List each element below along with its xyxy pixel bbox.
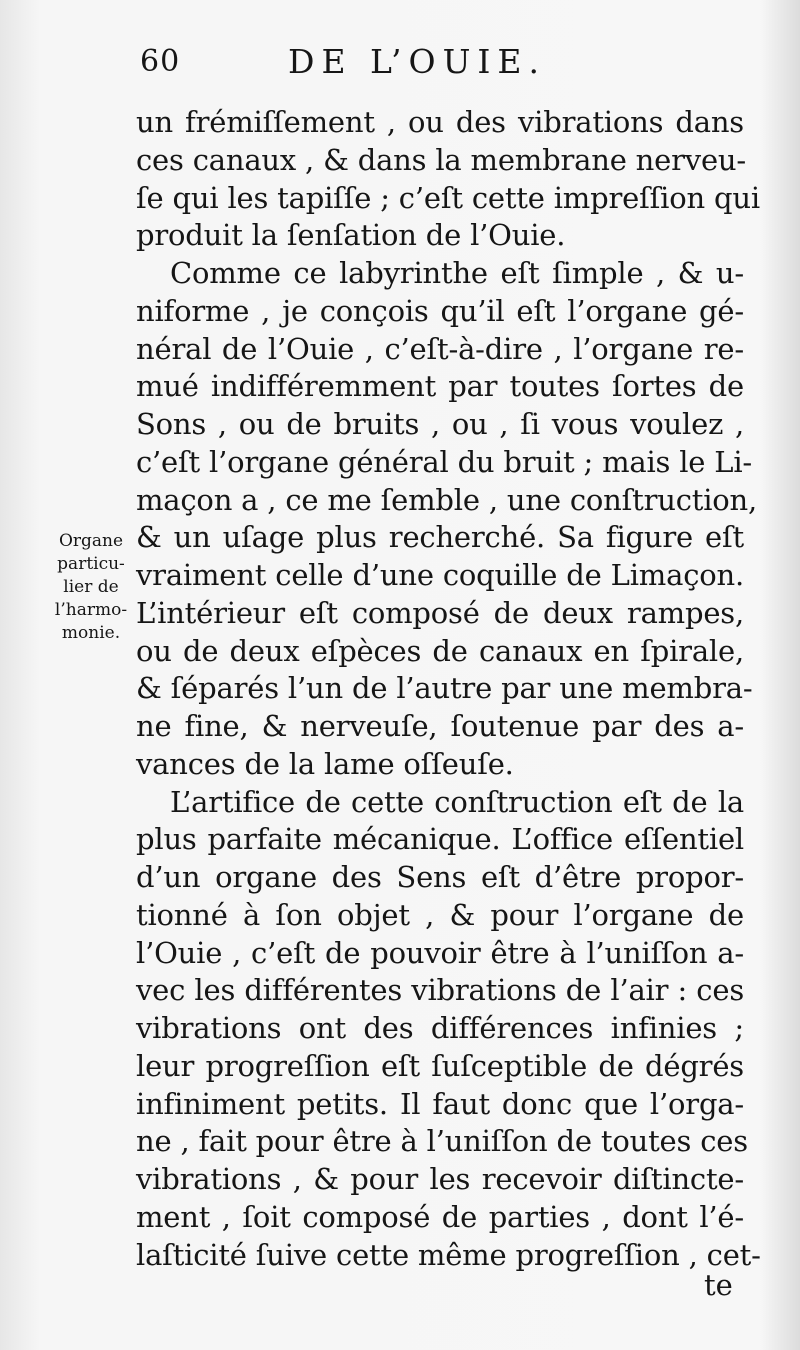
text-line: & un uſage plus recherché. Sa figure eſt xyxy=(136,520,744,555)
text-line: mué indifféremment par toutes ſortes de xyxy=(136,369,744,404)
text-line: laſticité ſuive cette même progreſſion , cet- xyxy=(136,1237,761,1272)
margin-note-line: Organe xyxy=(58,531,124,551)
margin-note-line: lier de xyxy=(63,577,119,597)
running-title: DE L’OUIE. xyxy=(288,42,547,81)
margin-note-line: l’harmo- xyxy=(54,600,128,620)
text-line: un frémiſſement , ou des vibrations dans xyxy=(136,105,744,139)
page-header xyxy=(140,38,740,88)
text-line: maçon a , ce me ſemble , une conſtruction, xyxy=(136,482,758,517)
text-line: ſe qui les tapiſſe ; c’eſt cette impreſſion qui xyxy=(136,180,760,215)
text-line: & ſéparés l’un de l’autre par une membra- xyxy=(136,671,753,706)
margin-note xyxy=(46,530,136,645)
text-line: ces canaux , & dans la membrane nerveu- xyxy=(136,142,746,177)
text-line: L’intérieur eſt composé de deux rampes, xyxy=(136,595,744,630)
page-number: 60 xyxy=(140,44,181,79)
text-line: ne fine, & nerveuſe, ſoutenue par des a- xyxy=(136,709,744,743)
margin-note-line: monie. xyxy=(61,623,121,643)
text-line: leur progreſſion eſt ſuſceptible de dégrés xyxy=(136,1048,744,1083)
body-text xyxy=(136,104,761,1274)
text-line: vibrations ont des différences infinies ; xyxy=(136,1011,744,1045)
text-line: Sons , ou de bruits , ou , ſi vous voulez , xyxy=(136,407,744,441)
text-line: vibrations , & pour les recevoir diſtincte- xyxy=(136,1162,744,1196)
text-line: Comme ce labyrinthe eſt ſimple , & u- xyxy=(170,256,744,290)
text-line: infiniment petits. Il faut donc que l’orga- xyxy=(136,1086,744,1121)
text-line: ne , fait pour être à l’uniſſon de toutes ces xyxy=(136,1124,748,1159)
text-line: l’Ouie , c’eſt de pouvoir être à l’uniſſon a- xyxy=(136,935,744,970)
text-line: produit la ſenſation de l’Ouie. xyxy=(136,218,566,253)
catchword: te xyxy=(704,1268,733,1302)
text-line: plus parfaite mécanique. L’office eſſentiel xyxy=(136,822,744,857)
margin-note-line: particu- xyxy=(57,554,125,574)
text-line: c’eſt l’organe général du bruit ; mais le Li- xyxy=(136,444,753,479)
text-line: vraiment celle d’une coquille de Limaçon. xyxy=(136,558,744,592)
text-line: vec les différentes vibrations de l’air : ces xyxy=(136,973,744,1008)
text-line: niforme , je conçois qu’il eſt l’organe gé- xyxy=(136,293,744,328)
text-line: L’artifice de cette conſtruction eſt de la xyxy=(170,784,744,819)
text-line: vances de la lame oſſeuſe. xyxy=(136,746,514,781)
text-line: néral de l’Ouie , c’eſt-à-dire , l’organe re- xyxy=(136,331,744,366)
text-line: ou de deux eſpèces de canaux en ſpirale, xyxy=(136,633,744,668)
text-line: ment , ſoit composé de parties , dont l’é- xyxy=(136,1199,744,1234)
text-line: d’un organe des Sens eſt d’être propor- xyxy=(136,860,744,894)
text-line: tionné à ſon objet , & pour l’organe de xyxy=(136,897,744,932)
